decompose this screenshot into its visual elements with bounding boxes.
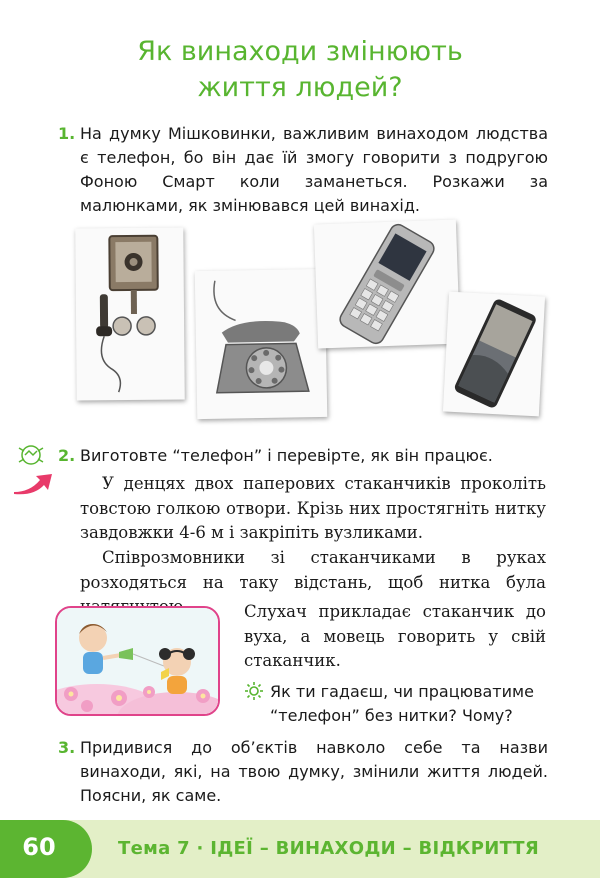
page-footer (0, 820, 600, 878)
title-line-1: Як винаходи змінюють (137, 36, 463, 67)
task-1-text: На думку Мішковинки, важливим винаходом людства є телефон, бо він дає їй змогу говорити з подругою Фоною Смарт коли заманеться. Розкажи за малюнками, як змінювався цей винахід. (80, 124, 548, 215)
kids-cup-phone-illustration (55, 606, 220, 716)
task-3-text: Придивися до об’єктів навколо себе та назви винаходи, які, на твою думку, змінили життя людей. Поясни, як саме. (80, 738, 548, 805)
photo-antique-wall-phone (75, 228, 184, 401)
task-2-paragraph-3: Слухач прикладає стаканчик до вуха, а мовець говорить у свій стаканчик. (244, 602, 546, 670)
task-2-heading: Виготовте “телефон” і перевірте, як він працює. (80, 446, 493, 465)
task-2-paragraph-2: Співрозмовники зі стаканчиками в руках розходяться на таку відстань, щоб нитка була (80, 548, 546, 592)
page-number: 60 (22, 833, 56, 861)
title-line-2: життя людей? (197, 72, 403, 103)
page-title (0, 34, 600, 106)
task-2-paragraph-1: У денцях двох паперових стаканчиків проколіть товстою голкою отвори. Крізь них простягніть нитку завдовжки 4-6 м і закріпіть вузликами. (80, 474, 546, 542)
photo-rotary-phone (195, 269, 328, 419)
topic-title: Тема 7 · ІДЕЇ – ВИНАХОДИ – ВІДКРИТТЯ (118, 838, 539, 859)
pointer-arrow-icon (12, 470, 54, 496)
task-2-number: 2. (58, 446, 76, 465)
hands-on-icon (16, 442, 46, 468)
think-sun-icon (244, 681, 264, 701)
photo-smartphone (443, 292, 545, 417)
task-1-number: 1. (58, 124, 76, 143)
task-2-question: Як ти гадаєш, чи працюватиме “телефон” без нитки? Чому? (270, 682, 534, 725)
photo-mobile-phone (314, 220, 460, 349)
task-3-number: 3. (58, 738, 76, 757)
